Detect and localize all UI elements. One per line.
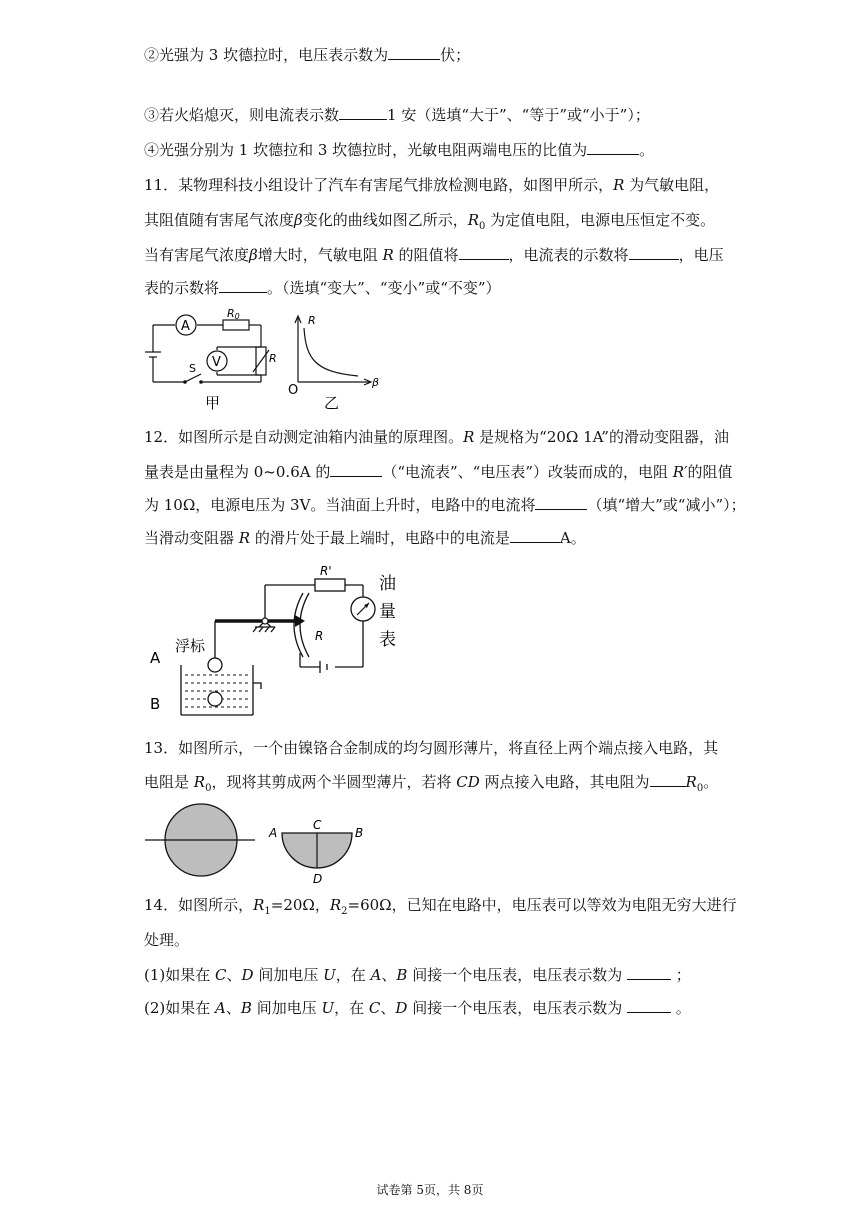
q12-line-4: 当滑动变阻器 R 的滑片处于最上端时，电路中的电流是 A。 — [144, 529, 586, 547]
q12-line-2: 量表是由量程为 0~0.6A 的 （“电流表”、“电压表”）改装而成的，电阻 R′的阻值 — [144, 463, 733, 481]
q11-line-4: 表的示数将 。（选填“变大”、“变小”或“不变”） — [144, 279, 501, 297]
page-footer: 试卷第 5页，共 8页 — [376, 1183, 484, 1197]
disc-figure — [145, 800, 375, 890]
q14-line-1: 14．如图所示，$R_1=20\Omega$，$R_2=60\Omega$，已知在电路中，电压表可以等效为电阻无穷大进行 — [144, 896, 737, 917]
r-label: R — [315, 629, 324, 643]
q10-line-3: ③若火焰熄灭，则电流表示数 1 安（选填“大于”、“等于”或“小于”）； — [144, 106, 650, 124]
answer-blank[interactable] — [330, 462, 382, 477]
level-label-a: A — [150, 649, 161, 667]
level-label-b: B — [150, 695, 161, 713]
meter-label-1: 油 — [379, 574, 396, 594]
answer-blank[interactable] — [459, 245, 509, 260]
q11-line-3: 当有害尾气浓度β增大时，气敏电阻 R 的阻值将 ，电流表的示数将 ，电压 — [144, 246, 724, 264]
answer-blank[interactable] — [510, 528, 560, 543]
graph-figure-yi — [286, 310, 380, 412]
q11-line-1: 11．某物理科技小组设计了汽车有害尾气排放检测电路，如图甲所示，R 为气敏电阻， — [144, 176, 720, 194]
caption-jia: 甲 — [205, 394, 221, 412]
float-label: 浮标 — [175, 637, 206, 655]
point-d: D — [313, 872, 323, 886]
r-prime-label: R' — [320, 564, 332, 578]
point-a: A — [269, 826, 278, 840]
answer-blank[interactable] — [535, 495, 587, 510]
y-axis-label: R — [308, 314, 316, 327]
answer-blank[interactable] — [629, 245, 679, 260]
q14-line-3: (1)如果在 C、D 间加电压 U，在 A、B 间接一个电压表，电压表示数为 ； — [144, 966, 691, 984]
answer-blank[interactable] — [339, 105, 387, 120]
point-c: C — [313, 818, 322, 832]
voltmeter-label: V — [212, 355, 221, 370]
q11-line-2: 其阻值随有害尾气浓度β变化的曲线如图乙所示，$R_0$ 为定值电阻，电源电压恒定不变。 — [144, 211, 716, 232]
q14-line-4: (2)如果在 A、B 间加电压 U，在 C、D 间接一个电压表，电压表示数为 。 — [144, 999, 691, 1017]
q13-line-2: 电阻是 $R_0$，现将其剪成两个半圆型薄片，若将 CD 两点接入电路，其电阻为 $R_0$。 — [144, 773, 719, 794]
r0-label: R0 — [227, 307, 240, 321]
oil-gauge-figure — [145, 565, 415, 720]
r-label: R — [269, 352, 277, 365]
q13-line-1: 13．如图所示，一个由镍铬合金制成的均匀圆形薄片，将直径上两个端点接入电路，其 — [144, 739, 719, 757]
answer-blank[interactable] — [650, 772, 686, 787]
x-axis-label: β — [372, 376, 380, 389]
answer-blank[interactable] — [627, 965, 671, 980]
q12-line-1: 12．如图所示是自动测定油箱内油量的原理图。R 是规格为“20Ω 1A”的滑动变阻器，油 — [144, 428, 729, 446]
q10-line-4: ④光强分别为 1 坎德拉和 3 坎德拉时，光敏电阻两端电压的比值为 。 — [144, 141, 655, 159]
ammeter-label: A — [181, 319, 190, 334]
switch-label: S — [189, 362, 196, 375]
q12-line-3: 为 10Ω，电源电压为 3V。当油面上升时，电路中的电流将 （填“增大”或“减小”）； — [144, 496, 746, 514]
q10-line-2: ②光强为 3 坎德拉时，电压表示数为 伏； — [144, 46, 471, 64]
point-b: B — [355, 826, 364, 840]
circuit-figure-jia — [145, 307, 277, 412]
answer-blank[interactable] — [219, 278, 267, 293]
q14-line-2: 处理。 — [144, 931, 190, 949]
answer-blank[interactable] — [388, 45, 440, 60]
meter-label-2: 量 — [379, 602, 396, 622]
meter-label-3: 表 — [379, 630, 396, 650]
origin-label: O — [288, 383, 299, 398]
answer-blank[interactable] — [587, 140, 639, 155]
answer-blank[interactable] — [627, 998, 671, 1013]
caption-yi: 乙 — [324, 394, 340, 412]
